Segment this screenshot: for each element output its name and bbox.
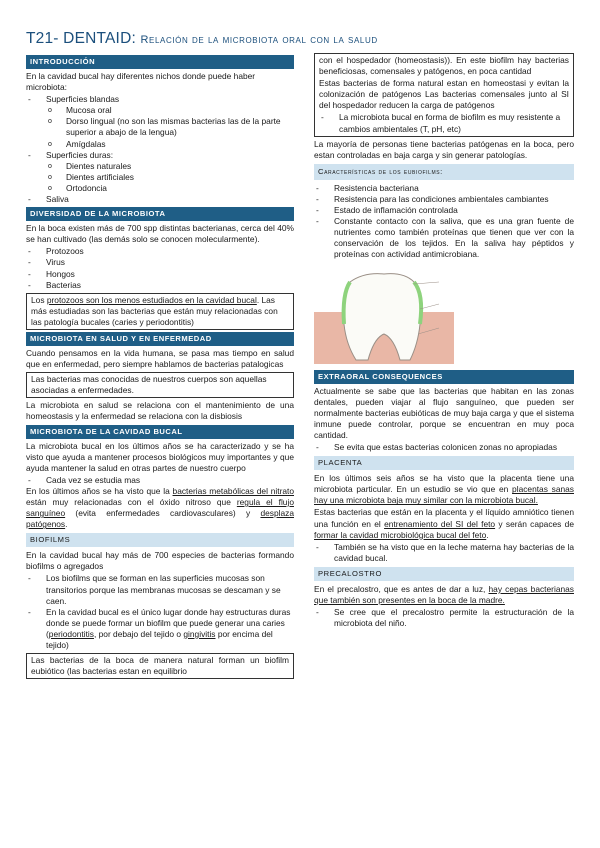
underlined-text: regula el flujo sanguíneo (26, 497, 294, 519)
biofilm-box-start: Las bacterias de la boca de manera natural forman un biofilm eubiótico (las bacterias estan en equilibrio (26, 653, 294, 679)
list-item (26, 607, 294, 651)
section-header-introduccion: INTRODUCCIÓN (26, 55, 294, 69)
text-run: . (486, 529, 489, 540)
list-item: - Se evita que estas bacterias colonicen zonas no apropiadas (314, 442, 574, 453)
text-run: (evita enfermedades cardiovasculares) y (65, 508, 261, 519)
underlined-text: entrenamiento del SI del feto (384, 518, 496, 529)
list-item: - Los biofilms que se forman en las superficies mucosas son transitorios porque las membranas mucosas se descaman y se caen. (26, 573, 294, 606)
text-run: y serán capaces de (495, 518, 574, 529)
extraoral-list (314, 442, 574, 453)
list-item: - La microbiota bucal en forma de biofilm es muy resistente a cambios ambientales (T, pH, etc) (319, 112, 569, 134)
text-run: están muy relacionadas con el óxido nitroso que (26, 497, 237, 507)
list-item: - Superficies blandas (26, 94, 294, 105)
underlined-text: desplaza patógenos (26, 508, 294, 530)
box-text: con el hospedador (homeostasis)). En este biofilm hay bacterias beneficiosas, comensales y patógenos, en poca cantidad (319, 55, 569, 77)
salud-text: Cuando pensamos en la vida humana, se pasa mas tiempo en salud que en enfermedad, pero siempre hablamos de bacterias patalogicas (26, 347, 294, 370)
list-item: - Resistencia bacteriana (314, 183, 574, 194)
biofilms-list (26, 573, 294, 651)
text-run: , por debajo del tejido o (93, 628, 184, 639)
box-list (319, 112, 569, 134)
biofilm-box-continued (314, 53, 574, 137)
section-header-precalostro: PRECALOSTRO (314, 567, 574, 581)
salud-box: Las bacterias mas conocidas de nuestros cuerpos son aquellas asociadas a enfermedades. (26, 372, 294, 398)
box-text: Estas bacterias de forma natural estan en homeostasi y evitan la colonización de patógenos Las bacterias comensales junto al SI del hospedador reducen la carga de patógenos (319, 78, 569, 111)
box-text: Los (31, 294, 47, 305)
underlined-text: hay cepas bacterianas que también son presentes en la boca de la madre. (314, 583, 574, 605)
underlined-text: periodontitis (48, 628, 94, 639)
eubiofilms-list (314, 183, 574, 261)
underlined-text: gingivitis (183, 628, 216, 639)
title-main: T21- DENTAID: (26, 30, 136, 47)
list-item: - Estado de inflamación controlada (314, 205, 574, 216)
underlined-text: placentas sanas hay una microbiota baja muy similar con la microbiota bucal. (314, 484, 574, 506)
placenta-text (314, 473, 574, 506)
text-run: En los últimos años se ha visto que la (26, 485, 173, 496)
cavidad-list (26, 475, 294, 486)
section-header-extraoral: EXTRAORAL CONSEQUENCES (314, 370, 574, 384)
intro-text: En la cavidad bucal hay diferentes nichos donde puede haber microbiota: (26, 71, 256, 93)
sub-list-item: o Ortodoncia (26, 183, 294, 194)
tooth-diagram (314, 264, 454, 364)
placenta-list (314, 542, 574, 564)
salud-text-2: La microbiota en salud se relaciona con el mantenimiento de una homeostasis y la enfermedad se relaciona con la disbiosis (26, 400, 294, 422)
underlined-text: protozoos son los menos estudiados en la cavidad bucal (46, 294, 257, 305)
text-run: por encima del tejido) (46, 628, 273, 651)
list-item: - Superficies duras: (26, 150, 294, 161)
precalostro-list (314, 607, 574, 629)
list-item: - Bacterias (26, 280, 294, 291)
diversidad-list (26, 246, 294, 290)
list-item: - Hongos (26, 269, 294, 280)
text-run: En los últimos seis años se ha visto que la placenta tiene una microbiota particular. En un estudio se vio que en (314, 473, 574, 495)
placenta-text-2 (314, 507, 574, 540)
section-header-diversidad: DIVERSIDAD DE LA MICROBIOTA (26, 207, 294, 221)
section-header-biofilms: BIOFILMS (26, 533, 294, 547)
title-subtitle: Relación de la microbiota oral con la salud (140, 34, 378, 46)
text-run: En la cavidad bucal es el único lugar donde hay estructuras duras donde se puede formar un biofilm que puede generar una caries ( (46, 606, 291, 639)
section-header-cavidad: MICROBIOTA DE LA CAVIDAD BUCAL (26, 425, 294, 439)
precalostro-text (314, 584, 574, 606)
intro-list (26, 94, 294, 205)
extraoral-text: Actualmente se sabe que las bacterias que habitan en las zonas dentales, pueden viajar al flujo sanguíneo, que pueden ser normalmente bacterias eubióticas de muy baja carga y que el sistema inmune puede controlar, porque se encuentran en muy poca cantidad. (314, 385, 574, 440)
list-item: - Constante contacto con la saliva, que es una gran fuente de nutrientes como también proteínas que tienen que ver con la conservación de los tejidos. En la saliva hay péptidos y proteínas con actividad antimicrobiana. (314, 216, 574, 260)
sub-list-item: o Amígdalas (26, 139, 294, 150)
text-run: En el precalostro, que es antes de dar a luz, (314, 583, 489, 594)
list-item: - Virus (26, 257, 294, 268)
list-item: - Se cree que el precalostro permite la estructuración de la microbiota del niño. (314, 607, 574, 629)
biofilms-text: En la cavidad bucal hay más de 700 especies de bacterias formando biofilms o agregados (26, 550, 294, 572)
right-column (314, 53, 574, 629)
diversidad-text: En la boca existen más de 700 spp distintas bacterianas, cerca del 40% se han cultivado (las demás solo se conocen molecularmente). (26, 223, 294, 245)
list-item: - Protozoos (26, 246, 294, 257)
sub-list-item: o Dientes artificiales (26, 172, 294, 183)
label-line (414, 282, 439, 284)
box-text: . Las más estudiadas son las bacterias que están muy relacionadas con las patología bucales (caries y periodontitis) (31, 294, 278, 327)
biofilms-text-2: La mayoría de personas tiene bacterias patógenas en la boca, pero estan controladas en baja carga y sin generar patologías. (314, 138, 574, 160)
diversidad-box (26, 293, 294, 330)
left-column (26, 53, 294, 681)
sub-list-item: o Dorso lingual (no son las mismas bacterias las de la parte superior a abajo de la lengua) (26, 116, 294, 138)
cavidad-text-2 (26, 486, 294, 530)
page-title (26, 30, 378, 48)
section-header-eubiofilms: Características de los eubiofilms: (314, 164, 574, 180)
sub-list-item: o Mucosa oral (26, 105, 294, 116)
section-header-salud: MICROBIOTA EN SALUD Y EN ENFERMEDAD (26, 332, 294, 346)
text-run: Estas bacterias que están en la placenta y el líquido amniótico tienen una función en el (314, 507, 574, 529)
tooth-illustration (314, 264, 574, 367)
section-header-placenta: PLACENTA (314, 456, 574, 470)
underlined-text: bacterias metabólicas del nitrato (172, 485, 294, 496)
list-item: - Saliva (26, 194, 294, 205)
text-run: . (65, 519, 68, 530)
sub-list-item: o Dientes naturales (26, 161, 294, 172)
list-item: - Resistencia para las condiciones ambientales cambiantes (314, 194, 574, 205)
list-item: - Cada vez se estudia mas (26, 475, 294, 486)
list-item: - También se ha visto que en la leche materna hay bacterias de la cavidad bucal. (314, 542, 574, 564)
underlined-text: formar la cavidad microbiológica bucal del feto (314, 529, 487, 540)
cavidad-text: La microbiota bucal en los últimos años se ha caracterizado y se ha visto que ayuda a mantener procesos biológicos muy importantes y que ayuda mantener la salud en otras partes de nuestro cuerpo (26, 440, 294, 473)
